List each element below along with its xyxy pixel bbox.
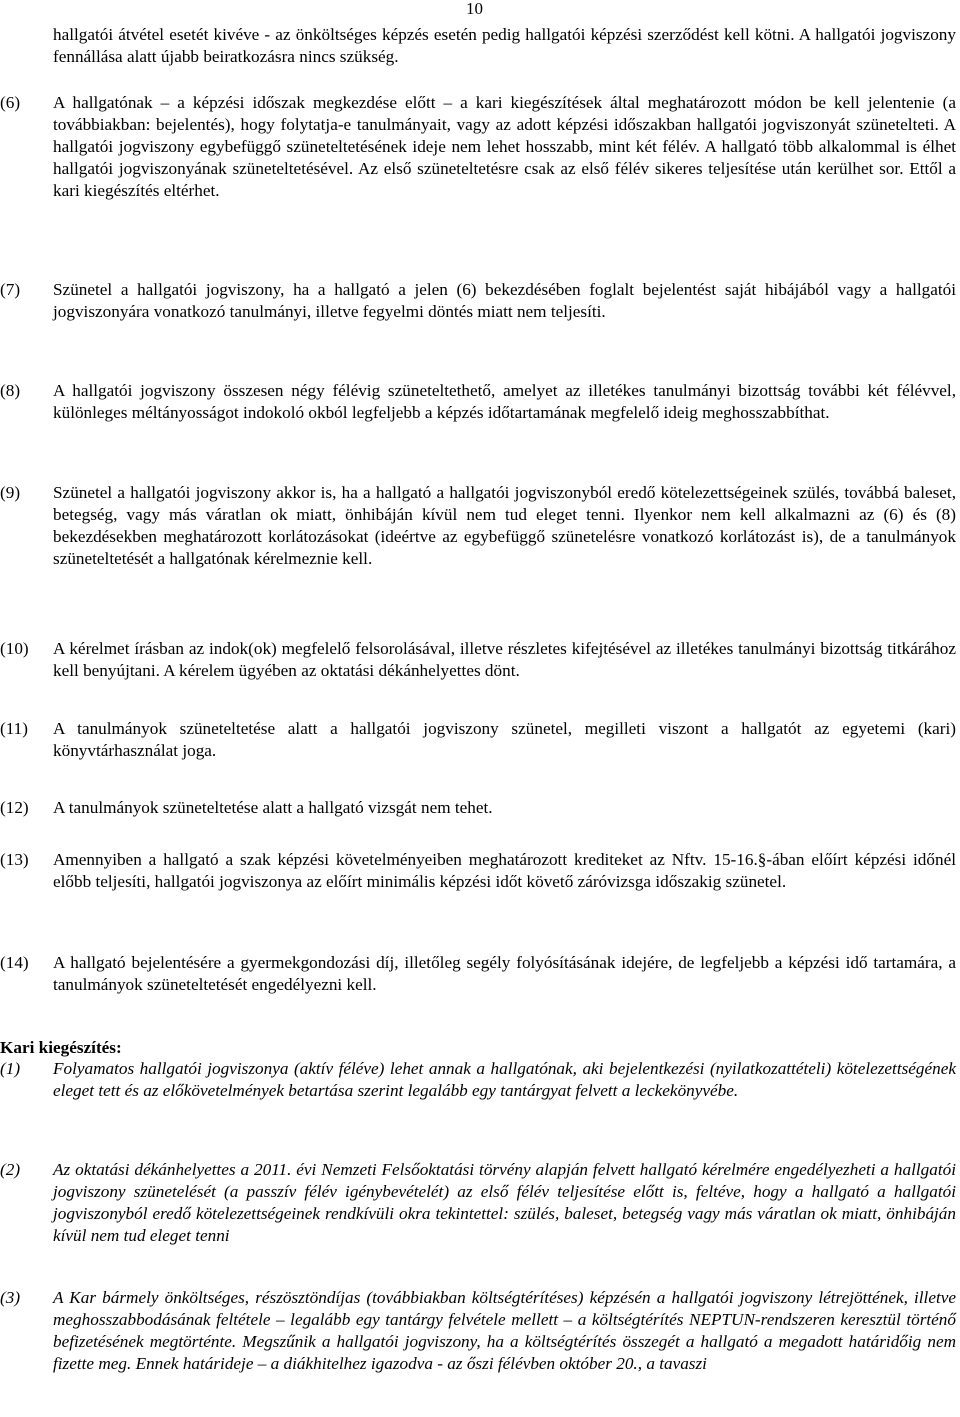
paragraph-7 [0, 279, 956, 323]
paragraph-number: (13) [0, 850, 29, 869]
kari-heading: Kari kiegészítés: [0, 1038, 122, 1057]
paragraph-text: A tanulmányok szüneteltetése alatt a hallgató vizsgát nem tehet. [53, 798, 493, 817]
paragraph-number: (14) [0, 953, 29, 972]
paragraph-11 [0, 718, 956, 762]
paragraph-text: Amennyiben a hallgató a szak képzési követelményeiben meghatározott krediteket az Nftv. 15-16.§-ában előírt képzési időnél előbb teljesíti, hallgatói jogviszonya az előírt minimális képzési időt követő záróvizsga időszakig szünetel. [53, 850, 956, 891]
kari-item-number: (1) [0, 1059, 21, 1078]
paragraph-10 [0, 638, 956, 682]
paragraph-text: A tanulmányok szüneteltetése alatt a hallgatói jogviszony szünetel, megilleti viszont a hallgatót az egyetemi (kari) könyvtárhasználat joga. [53, 719, 956, 760]
paragraph-9 [0, 482, 956, 570]
paragraph-number: (12) [0, 798, 29, 817]
kari-item-number: (3) [0, 1288, 21, 1307]
kari-item-number: (2) [0, 1160, 21, 1179]
paragraph-text: Szünetel a hallgatói jogviszony, ha a hallgató a jelen (6) bekezdésében foglalt bejelentést saját hibájából vagy a hallgatói jogviszonyára vonatkozó tanulmányi, illetve fegyelmi döntés miatt nem teljesíti. [53, 280, 956, 321]
kari-item-2 [0, 1159, 956, 1247]
paragraph-number: (6) [0, 93, 21, 112]
paragraph-12 [0, 797, 956, 819]
intro-paragraph: hallgatói átvétel esetét kivéve - az önköltséges képzés esetén pedig hallgatói képzési szerződést kell kötni. A hallgatói jogviszony fennállása alatt újabb beiratkozásra nincs szükség. [53, 25, 956, 66]
paragraph-6 [0, 92, 956, 202]
paragraph-number: (10) [0, 639, 29, 658]
paragraph-text: A hallgatói jogviszony összesen négy félévig szüneteltethető, amelyet az illetékes tanulmányi bizottság további két félévvel, különleges méltányosságot indokoló okból legfeljebb a képzés időtartamának megfelelő ideig meghosszabbíthat. [53, 381, 956, 422]
paragraph-13 [0, 849, 956, 893]
page-number: 10 [466, 0, 483, 18]
paragraph-number: (8) [0, 381, 21, 400]
kari-item-text: Folyamatos hallgatói jogviszonya (aktív féléve) lehet annak a hallgatónak, aki bejelentkezési (nyilatkozattételi) kötelezettségének eleget tett és az előkövetelmények betartása szerint legalább egy tantárgyat felvett a leckekönyvébe. [53, 1059, 956, 1100]
paragraph-number: (11) [0, 719, 28, 738]
paragraph-number: (7) [0, 280, 21, 299]
kari-item-1 [0, 1058, 956, 1102]
kari-item-3 [0, 1287, 956, 1375]
paragraph-text: A hallgatónak – a képzési időszak megkezdése előtt – a kari kiegészítések által meghatározott módon be kell jelentenie (a továbbiakban: bejelentés), hogy folytatja-e tanulmányait, vagy az adott képzési időszakban hallgatói jogviszonyát szünetelteti. A hallgatói jogviszony egybefüggő szüneteltetésének ideje nem lehet hosszabb, mint két félév. A hallgató több alkalommal is élhet hallgatói jogviszonyának szüneteltetésével. Az első szüneteltetésre csak az első félév sikeres teljesítése után kerülhet sor. Ettől a kari kiegészítés eltérhet. [53, 93, 956, 200]
paragraph-text: A hallgató bejelentésére a gyermekgondozási díj, illetőleg segély folyósításának idejére, de legfeljebb a képzési idő tartamára, a tanulmányok szüneteltetését engedélyezni kell. [53, 953, 956, 994]
paragraph-text: Szünetel a hallgatói jogviszony akkor is, ha a hallgató a hallgatói jogviszonyból eredő kötelezettségeinek szülés, továbbá baleset, betegség, vagy más váratlan ok miatt, önhibáján kívül nem tud eleget tenni. Ilyenkor nem kell alkalmazni az (6) és (8) bekezdésekben meghatározott korlátozásokat (ideértve az egybefüggő szünetelésre vonatkozó korlátozást is), de a tanulmányok szüneteltetését a hallgatónak kérelmeznie kell. [53, 483, 956, 568]
paragraph-14 [0, 952, 956, 996]
paragraph-8 [0, 380, 956, 424]
paragraph-number: (9) [0, 483, 21, 502]
paragraph-text: A kérelmet írásban az indok(ok) megfelelő felsorolásával, illetve részletes kifejtésével az illetékes tanulmányi bizottság titkárához kell benyújtani. A kérelem ügyében az oktatási dékánhelyettes dönt. [53, 639, 956, 680]
kari-item-text: A Kar bármely önköltséges, részösztöndíjas (továbbiakban költségtérítéses) képzésén a hallgatói jogviszony létrejöttének, illetve meghosszabbodásának feltétele – legalább egy tantárgy felvétele mellett – a költségtérítés NEPTUN-rendszeren keresztül történő befizetésének megtörténte. Megszűnik a hallgatói jogviszony, ha a költségtérítés összegét a hallgató a megadott határidőig nem fizette meg. Ennek határideje – a diákhitelhez igazodva - az őszi félévben október 20., a tavaszi [53, 1288, 956, 1373]
kari-item-text: Az oktatási dékánhelyettes a 2011. évi Nemzeti Felsőoktatási törvény alapján felvett hallgató kérelmére engedélyezheti a hallgatói jogviszony szünetelését (a passzív félév igénybevételét) az első félév teljesítése előtt is, feltéve, hogy a hallgató a hallgatói jogviszonyból eredő kötelezettségeinek rendkívüli okra tekintettel: szülés, baleset, betegség vagy más váratlan ok miatt, önhibáján kívül nem tud eleget tenni [53, 1160, 956, 1245]
